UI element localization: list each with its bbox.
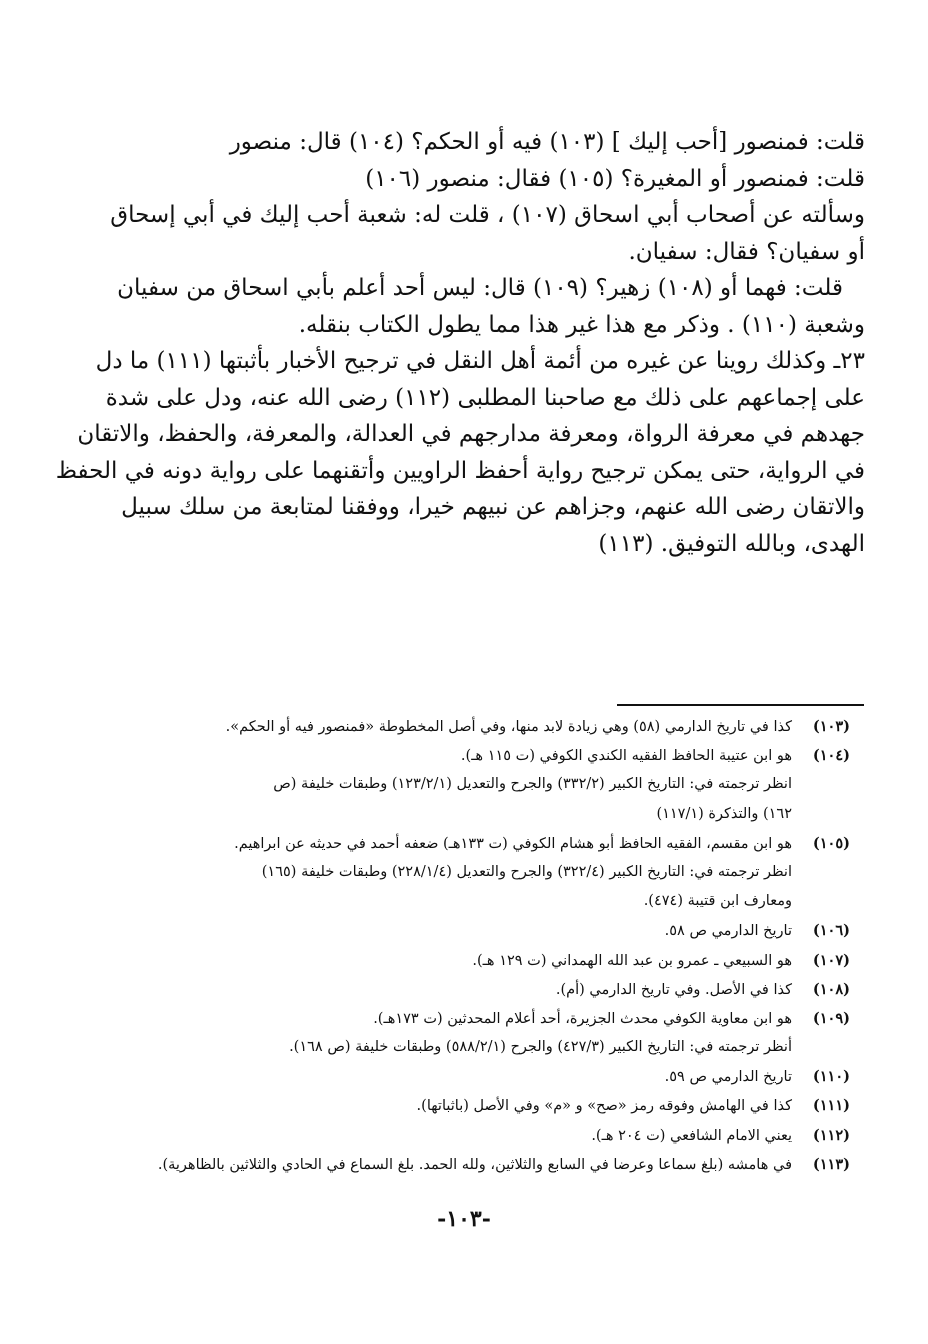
footnote-item	[150, 946, 850, 975]
text-line: وسألته عن أصحاب أبي اسحاق (١٠٧) ، قلت له: شعبة أحب إليك في أبي إسحاق	[110, 202, 865, 228]
footnote-continuation: ١٦٢) والتذكرة (١١٧/١)	[656, 805, 792, 822]
footnotes-block	[150, 712, 850, 1179]
footnote-number: (١٠٨)	[812, 980, 850, 998]
footnote-item	[150, 829, 850, 858]
text-line: والاتقان رضى الله عنهم، وجزاهم عن نبيهم خيرا، ووفقنا لمتابعة من سلك سبيل	[121, 494, 865, 520]
footnote-number: (١١٣)	[812, 1155, 850, 1173]
page-number: -١٠٣-	[437, 1206, 491, 1232]
footnote-continuation: ومعارف ابن قتيبة (٤٧٤).	[643, 893, 792, 910]
footnote-text: كذا في الأصل. وفي تاريخ الدارمي (أم).	[555, 981, 792, 998]
text-line: ٢٣ـ وكذلك روينا عن غيره من أئمة أهل النقل في ترجيح الأخبار بأثبتها (١١١) ما دل	[95, 348, 865, 374]
footnote-item	[150, 1004, 850, 1033]
footnote-number: (١١٠)	[812, 1068, 850, 1086]
main-text-block	[55, 124, 865, 562]
footnote-number: (١٠٥)	[812, 834, 850, 852]
footnote-text: هو السبيعي ـ عمرو بن عبد الله الهمداني (ت ١٢٩ هـ).	[472, 952, 792, 969]
footnote-text: هو ابن مقسم، الفقيه الحافظ أبو هشام الكوفي (ت ١٣٣هـ) ضعفه أحمد في حديثه عن ابراهيم.	[234, 835, 792, 852]
footnote-text: كذا في الهامش وفوقه رمز «صح» و «م» وفي الأصل (باثباتها).	[416, 1098, 792, 1115]
footnote-number: (١٠٤)	[812, 747, 850, 765]
footnote-text: تاريخ الدارمي ص ٥٩.	[664, 1069, 792, 1086]
footnote-item	[150, 712, 850, 741]
text-line: الهدى، وبالله التوفيق. (١١٣)	[598, 530, 865, 557]
text-line: قلت: فهما أو (١٠٨) زهير؟ (١٠٩) قال: ليس أحد أعلم بأبي اسحاق من سفيان	[117, 275, 843, 301]
text-line: قلت: فمنصور أو المغيرة؟ (١٠٥) فقال: منصور (١٠٦)	[365, 165, 865, 192]
footnote-text: في هامشه (بلغ سماعا وعرضا في السابع والثلاثين، ولله الحمد. بلغ السماع في الحادي والثلاثين بالظاهرية).	[157, 1156, 792, 1173]
text-line: أو سفيان؟ فقال: سفيان.	[628, 238, 865, 265]
footnote-continuation: أنظر ترجمته في: التاريخ الكبير (٤٢٧/٣) والجرح (٥٨٨/٢/١) وطبقات خليفة (ص ١٦٨).	[289, 1039, 792, 1056]
text-line: جهدهم في معرفة الرواة، ومعرفة مدارجهم في العدالة، والمعرفة، والحفظ، والاتقان	[77, 421, 865, 447]
footnote-continuation: انظر ترجمته في: التاريخ الكبير (٣٢٢/٤) والجرح والتعديل (٢٢٨/١/٤) وطبقات خليفة (١٦٥)	[261, 863, 792, 880]
footnote-text: تاريخ الدارمي ص ٥٨.	[664, 923, 792, 940]
text-line: قلت: فمنصور [أحب إليك ] (١٠٣) فيه أو الحكم؟ (١٠٤) قال: منصور	[229, 129, 865, 155]
footnote-number: (١١٢)	[812, 1126, 850, 1144]
footnote-text: يعني الامام الشافعي (ت ٢٠٤ هـ).	[591, 1127, 792, 1144]
footnote-text: كذا في تاريخ الدارمي (٥٨) وهي زيادة لابد منها، وفي أصل المخطوطة «فمنصور فيه أو الحكم».	[225, 719, 792, 735]
footnote-item	[150, 1062, 850, 1091]
footnote-item	[150, 741, 850, 770]
footnote-number: (١٠٧)	[812, 951, 850, 969]
text-line: وشعبة (١١٠) . وذكر مع هذا غير هذا مما يطول الكتاب بنقله.	[298, 311, 865, 338]
footnote-number: (١٠٣)	[812, 718, 850, 735]
footnote-number: (١١١)	[812, 1097, 850, 1115]
footnote-item	[150, 916, 850, 945]
footnote-item	[150, 1150, 850, 1179]
footnote-number: (١٠٦)	[812, 922, 850, 940]
footnote-continuation: انظر ترجمته في: التاريخ الكبير (٣٣٢/٢) والجرح والتعديل (١٢٣/٢/١) وطبقات خليفة (ص	[273, 776, 792, 793]
footnote-item	[150, 975, 850, 1004]
footnote-separator	[617, 704, 864, 706]
footnote-text: هو ابن معاوية الكوفي محدث الجزيرة، أحد أعلام المحدثين (ت ١٧٣هـ).	[373, 1010, 792, 1027]
footnote-item	[150, 1121, 850, 1150]
text-line: على إجماعهم على ذلك مع صاحبنا المطلبى (١١٢) رضى الله عنه، ودل على شدة	[105, 384, 865, 411]
footnote-number: (١٠٩)	[812, 1009, 850, 1027]
footnote-text: هو ابن عتيبة الحافظ الفقيه الكندي الكوفي (ت ١١٥ هـ).	[460, 748, 792, 765]
text-line: في الرواية، حتى يمكن ترجيح رواية أحفظ الراويين وأتقنهما على رواية دونه في الحفظ	[55, 457, 865, 484]
footnote-item	[150, 1091, 850, 1120]
